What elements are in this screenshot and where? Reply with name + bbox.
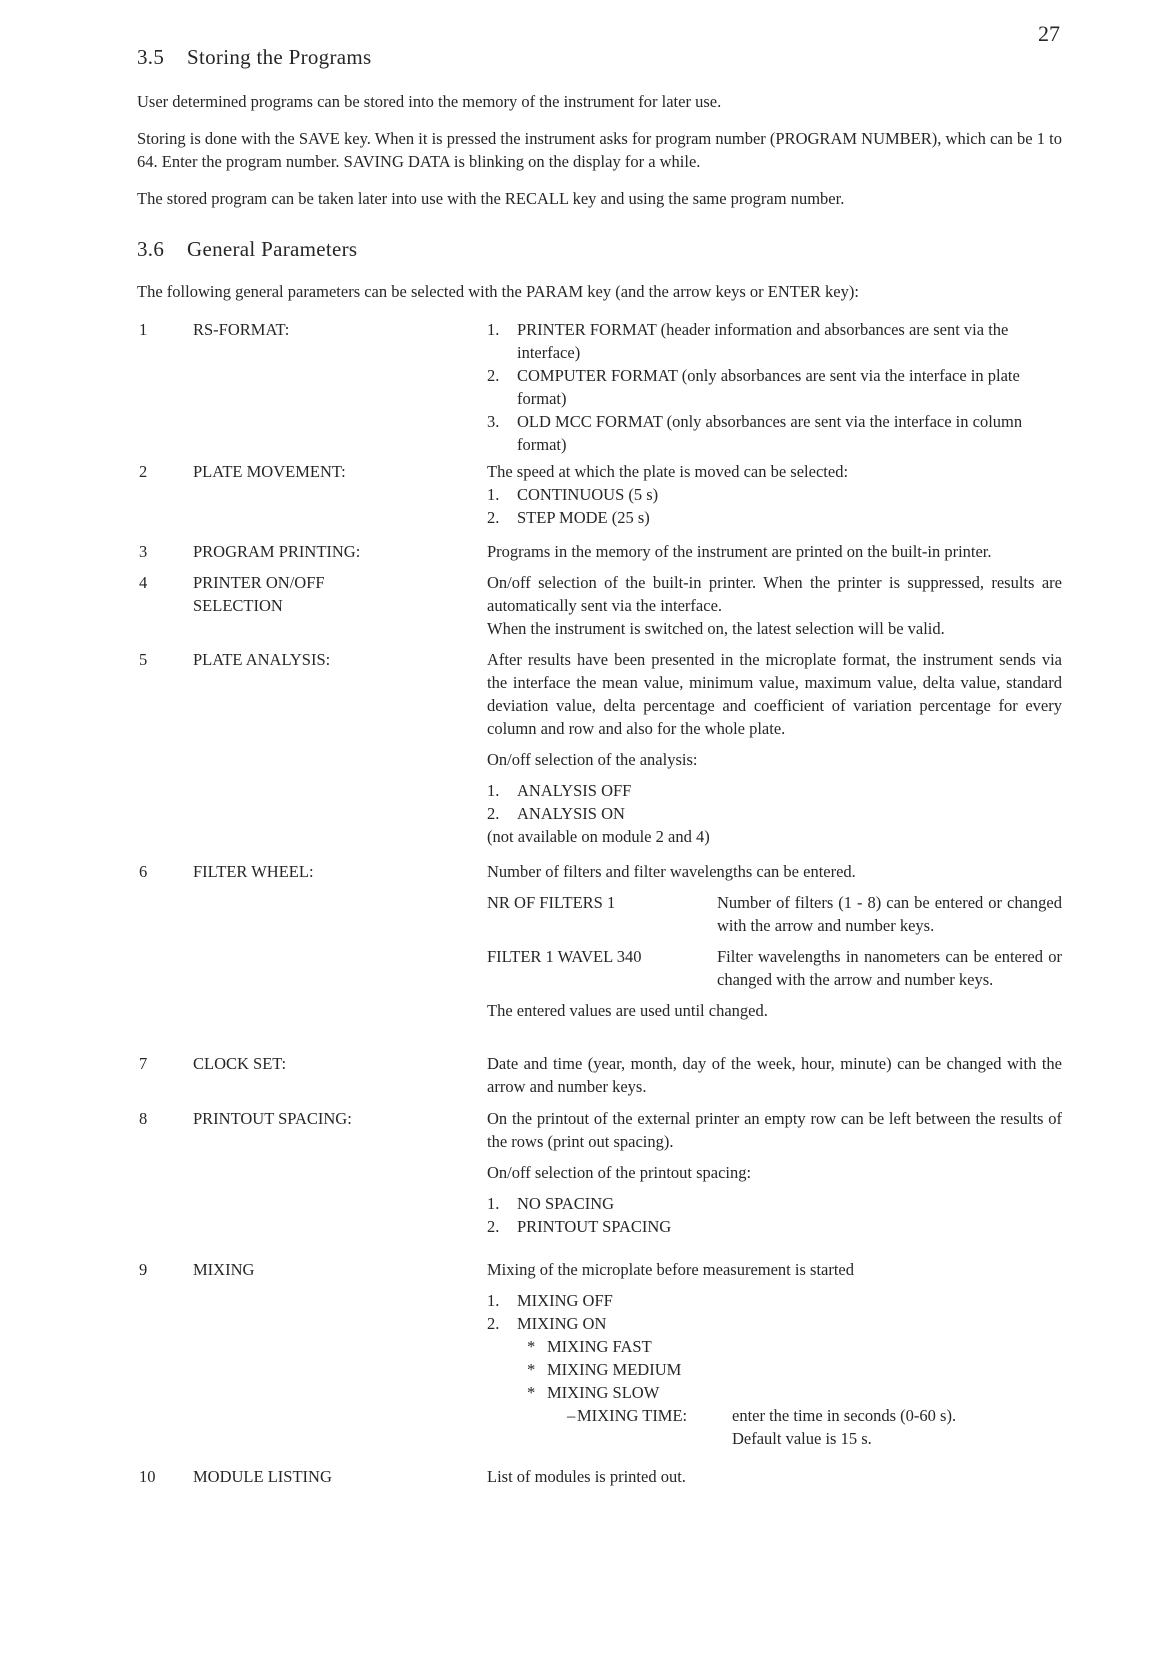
paragraph: Storing is done with the SAVE key. When it is pressed the instrument asks for program number (PROGRAM NUMBER), which can be 1 to 64. Enter the program number. SAVING DATA is blinking on the display for a while. xyxy=(137,129,1062,171)
list-item: 2. STEP MODE (25 s) xyxy=(487,508,650,527)
list-item: 1. PRINTER FORMAT (header information and absorbances are sent via the interface) xyxy=(487,320,1009,362)
section-number: 3.6 xyxy=(137,237,165,261)
param-text: Date and time (year, month, day of the week, hour, minute) can be changed with the arrow and number keys. xyxy=(487,1054,1062,1096)
param-description xyxy=(487,1258,1062,1450)
param-description xyxy=(487,1107,1062,1238)
filter-field-label: NR OF FILTERS 1 xyxy=(487,893,616,912)
param-row-plate-analysis xyxy=(137,648,1062,848)
param-description xyxy=(487,1052,1062,1098)
paragraph: The following general parameters can be selected with the PARAM key (and the arrow keys or ENTER key): xyxy=(137,282,859,301)
param-description xyxy=(487,571,1062,640)
param-text: The speed at which the plate is moved can be selected: xyxy=(487,462,849,481)
filter-field-description: Number of filters (1 - 8) can be entered or changed with the arrow and number keys. xyxy=(717,893,1062,935)
param-row-module-listing xyxy=(137,1465,1062,1488)
param-number: 6 xyxy=(139,862,148,881)
mixing-time-label: MIXING TIME: xyxy=(577,1406,688,1425)
param-number: 5 xyxy=(139,650,148,669)
param-text: Mixing of the microplate before measurement is started xyxy=(487,1260,855,1279)
paragraph: User determined programs can be stored into the memory of the instrument for later use. xyxy=(137,92,722,111)
mixing-time-text: enter the time in seconds (0-60 s). xyxy=(732,1406,957,1425)
list-item: 2. MIXING ON xyxy=(487,1314,607,1333)
filter-field-description: Filter wavelengths in nanometers can be entered or changed with the arrow and number keys. xyxy=(717,947,1062,989)
param-text: The entered values are used until changed. xyxy=(487,1001,768,1020)
list-item: 1. MIXING OFF xyxy=(487,1291,613,1310)
param-number: 7 xyxy=(139,1054,148,1073)
param-text: On/off selection of the printout spacing: xyxy=(487,1163,752,1182)
mixing-time-default: Default value is 15 s. xyxy=(732,1429,872,1448)
section-35-heading xyxy=(137,46,372,69)
param-text: Number of filters and filter wavelengths can be entered. xyxy=(487,862,856,881)
param-name: MIXING xyxy=(193,1260,255,1279)
param-description xyxy=(487,318,1062,456)
param-name: CLOCK SET: xyxy=(193,1054,287,1073)
list-item: 2. COMPUTER FORMAT (only absorbances are sent via the interface in plate format) xyxy=(487,366,1020,408)
section-title: Storing the Programs xyxy=(187,45,372,69)
list-item: 1. NO SPACING xyxy=(487,1194,615,1213)
param-row-mixing xyxy=(137,1258,1062,1450)
param-name: PLATE ANALYSIS: xyxy=(193,650,331,669)
param-row-filter-wheel xyxy=(137,860,1062,1022)
list-item: 3. OLD MCC FORMAT (only absorbances are sent via the interface in column format) xyxy=(487,412,1023,454)
param-name: MODULE LISTING xyxy=(193,1467,332,1486)
filter-fields xyxy=(487,891,1062,999)
sub-list-item: * MIXING MEDIUM xyxy=(527,1360,682,1379)
param-row-rs-format xyxy=(137,318,1062,456)
param-description xyxy=(487,1465,1062,1488)
section-36-heading xyxy=(137,238,357,261)
param-row-clock-set xyxy=(137,1052,1062,1098)
param-name: PRINTER ON/OFF SELECTION xyxy=(193,573,325,615)
param-text: When the instrument is switched on, the latest selection will be valid. xyxy=(487,619,945,638)
param-row-program-printing xyxy=(137,540,1062,563)
param-name: PRINTOUT SPACING: xyxy=(193,1109,352,1128)
param-name: PROGRAM PRINTING: xyxy=(193,542,361,561)
list-item: 2. ANALYSIS ON xyxy=(487,804,625,823)
param-description xyxy=(487,860,1062,1022)
param-text: On the printout of the external printer an empty row can be left between the results of the rows (print out spacing). xyxy=(487,1109,1062,1151)
filter-field-label: FILTER 1 WAVEL 340 xyxy=(487,947,642,966)
param-text: On/off selection of the analysis: xyxy=(487,750,698,769)
param-description xyxy=(487,460,1062,529)
param-row-printout-spacing xyxy=(137,1107,1062,1238)
param-number: 8 xyxy=(139,1109,148,1128)
paragraph: The stored program can be taken later into use with the RECALL key and using the same program number. xyxy=(137,189,845,208)
list-item: 1. CONTINUOUS (5 s) xyxy=(487,485,659,504)
param-text: List of modules is printed out. xyxy=(487,1467,686,1486)
param-number: 4 xyxy=(139,573,148,592)
param-number: 3 xyxy=(139,542,148,561)
param-text: On/off selection of the built-in printer. When the printer is suppressed, results are automatically sent via the interface. xyxy=(487,573,1062,615)
param-name: PLATE MOVEMENT: xyxy=(193,462,346,481)
section-title: General Parameters xyxy=(187,237,358,261)
param-number: 9 xyxy=(139,1260,148,1279)
param-description xyxy=(487,540,1062,563)
param-row-plate-movement xyxy=(137,460,1062,529)
mixing-time-item: – MIXING TIME: enter the time in seconds (0-60 s). Default value is 15 s. xyxy=(487,1404,1062,1450)
list-item: 2. PRINTOUT SPACING xyxy=(487,1217,672,1236)
param-note: (not available on module 2 and 4) xyxy=(487,827,710,846)
sub-list-item: * MIXING FAST xyxy=(527,1337,652,1356)
list-item: 1. ANALYSIS OFF xyxy=(487,781,632,800)
param-number: 1 xyxy=(139,320,148,339)
param-description xyxy=(487,648,1062,848)
page-number: 27 xyxy=(1038,21,1060,46)
param-name: FILTER WHEEL: xyxy=(193,862,314,881)
param-number: 10 xyxy=(139,1467,156,1486)
section-number: 3.5 xyxy=(137,45,165,69)
param-name: RS-FORMAT: xyxy=(193,320,290,339)
param-row-printer-on-off xyxy=(137,571,1062,640)
sub-list-item: * MIXING SLOW xyxy=(527,1383,660,1402)
param-number: 2 xyxy=(139,462,148,481)
param-text: Programs in the memory of the instrument are printed on the built-in printer. xyxy=(487,542,992,561)
param-text: After results have been presented in the microplate format, the instrument sends via the interface the mean value, minimum value, maximum value, delta value, standard deviation value, delta percentage and coefficient of variation percentage for every column and row and also for the whole plate. xyxy=(487,650,1062,738)
